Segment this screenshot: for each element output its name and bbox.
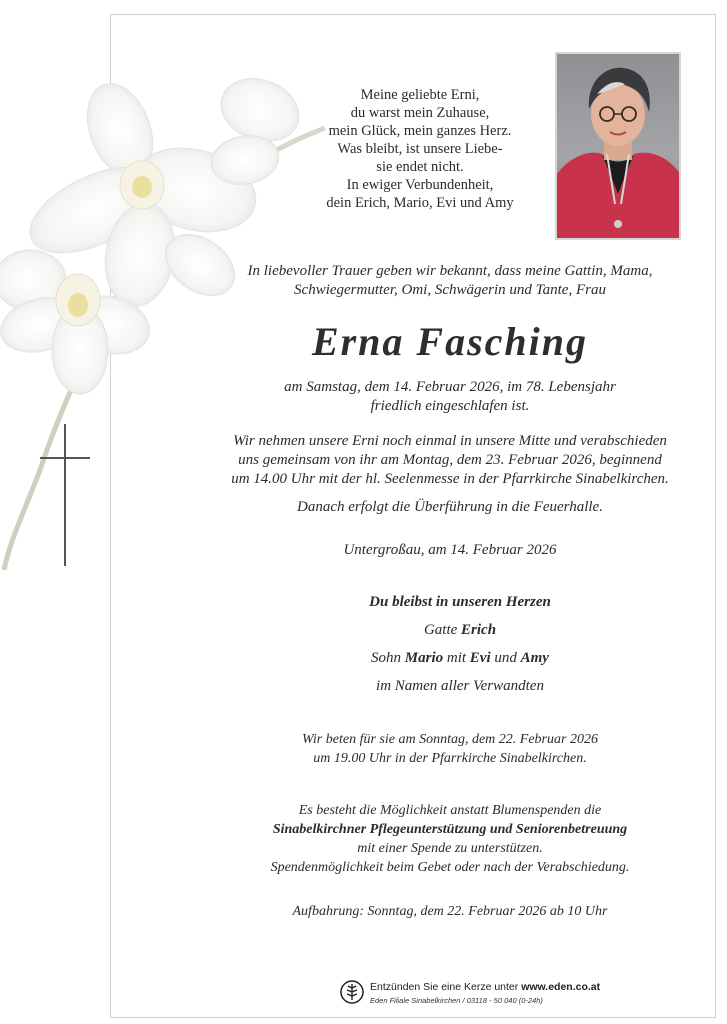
poem-line: Meine geliebte Erni,: [360, 87, 480, 103]
prayer-line: um 19.00 Uhr in der Pfarrkirche Sinabelkirchen.: [313, 751, 587, 766]
transfer-notice: Danach erfolgt die Überführung in die Feuerhalle.: [297, 499, 603, 515]
signer-name: Erich: [461, 622, 497, 638]
portrait-photo: [557, 54, 679, 238]
donation-notice: [190, 801, 710, 877]
signer-name: Mario: [404, 650, 444, 666]
signer-connector: mit: [443, 650, 470, 666]
death-notice: [190, 378, 710, 416]
candle-line: [370, 981, 600, 993]
poem-line: mein Glück, mein ganzes Herz.: [328, 123, 512, 139]
intro-line: In liebevoller Trauer geben wir bekannt, dass meine Gattin, Mama,: [247, 263, 653, 279]
farewell-notice: [190, 432, 710, 489]
prayer-line: Wir beten für sie am Sonntag, dem 22. Februar 2026: [302, 732, 598, 747]
candle-text: Entzünden Sie eine Kerze unter: [370, 981, 522, 993]
poem: [290, 86, 550, 212]
poem-line: du warst mein Zuhause,: [350, 105, 490, 121]
farewell-line: um 14.00 Uhr mit der hl. Seelenmesse in der Pfarrkirche Sinabelkirchen.: [231, 471, 669, 487]
signer-name: Amy: [520, 650, 549, 666]
poem-line: sie endet nicht.: [376, 159, 464, 175]
signer-connector: und: [490, 650, 521, 666]
signer-name: Evi: [469, 650, 491, 666]
cross-icon: [38, 424, 92, 566]
signer-son: [190, 644, 727, 672]
announcement-intro: [190, 262, 710, 300]
intro-line: Schwiegermutter, Omi, Schwägerin und Tante, Frau: [294, 282, 606, 298]
branch-info: Eden Filiale Sinabelkirchen / 03118 - 50 040 (0-24h): [370, 996, 543, 1005]
prayer-notice: [190, 730, 710, 768]
eden-link[interactable]: www.eden.co.at: [521, 981, 601, 993]
poem-line: dein Erich, Mario, Evi und Amy: [326, 195, 514, 211]
deceased-name: Erna Fasching: [311, 319, 589, 364]
viewing-notice: Aufbahrung: Sonntag, dem 22. Februar 2026 ab 10 Uhr: [292, 904, 608, 919]
place-date: Untergroßau, am 14. Februar 2026: [343, 542, 557, 558]
donation-organization: Sinabelkirchner Pflegeunterstützung und Seniorenbetreuung: [272, 822, 628, 837]
donation-line: Es besteht die Möglichkeit anstatt Blumenspenden die: [298, 803, 602, 818]
signer-relatives: im Namen aller Verwandten: [376, 678, 544, 694]
farewell-line: Wir nehmen unsere Erni noch einmal in unsere Mitte und verabschieden: [233, 433, 667, 449]
death-line: friedlich eingeschlafen ist.: [370, 398, 530, 414]
poem-line: Was bleibt, ist unsere Liebe-: [337, 141, 503, 157]
signer-husband: [190, 616, 727, 644]
signers-block: [190, 588, 727, 700]
death-line: am Samstag, dem 14. Februar 2026, im 78. Lebensjahr: [284, 379, 616, 395]
footer: [340, 978, 640, 1010]
eden-tree-logo-icon: [340, 980, 364, 1004]
signer-prefix: Gatte: [423, 622, 462, 638]
poem-line: In ewiger Verbundenheit,: [346, 177, 494, 193]
signers-heading: Du bleibst in unseren Herzen: [369, 594, 551, 610]
donation-line: Spendenmöglichkeit beim Gebet oder nach der Verabschiedung.: [270, 860, 630, 875]
farewell-line: uns gemeinsam von ihr am Montag, dem 23. Februar 2026, beginnend: [238, 452, 662, 468]
donation-line: mit einer Spende zu unterstützen.: [357, 841, 543, 856]
signer-prefix: Sohn: [371, 650, 405, 666]
